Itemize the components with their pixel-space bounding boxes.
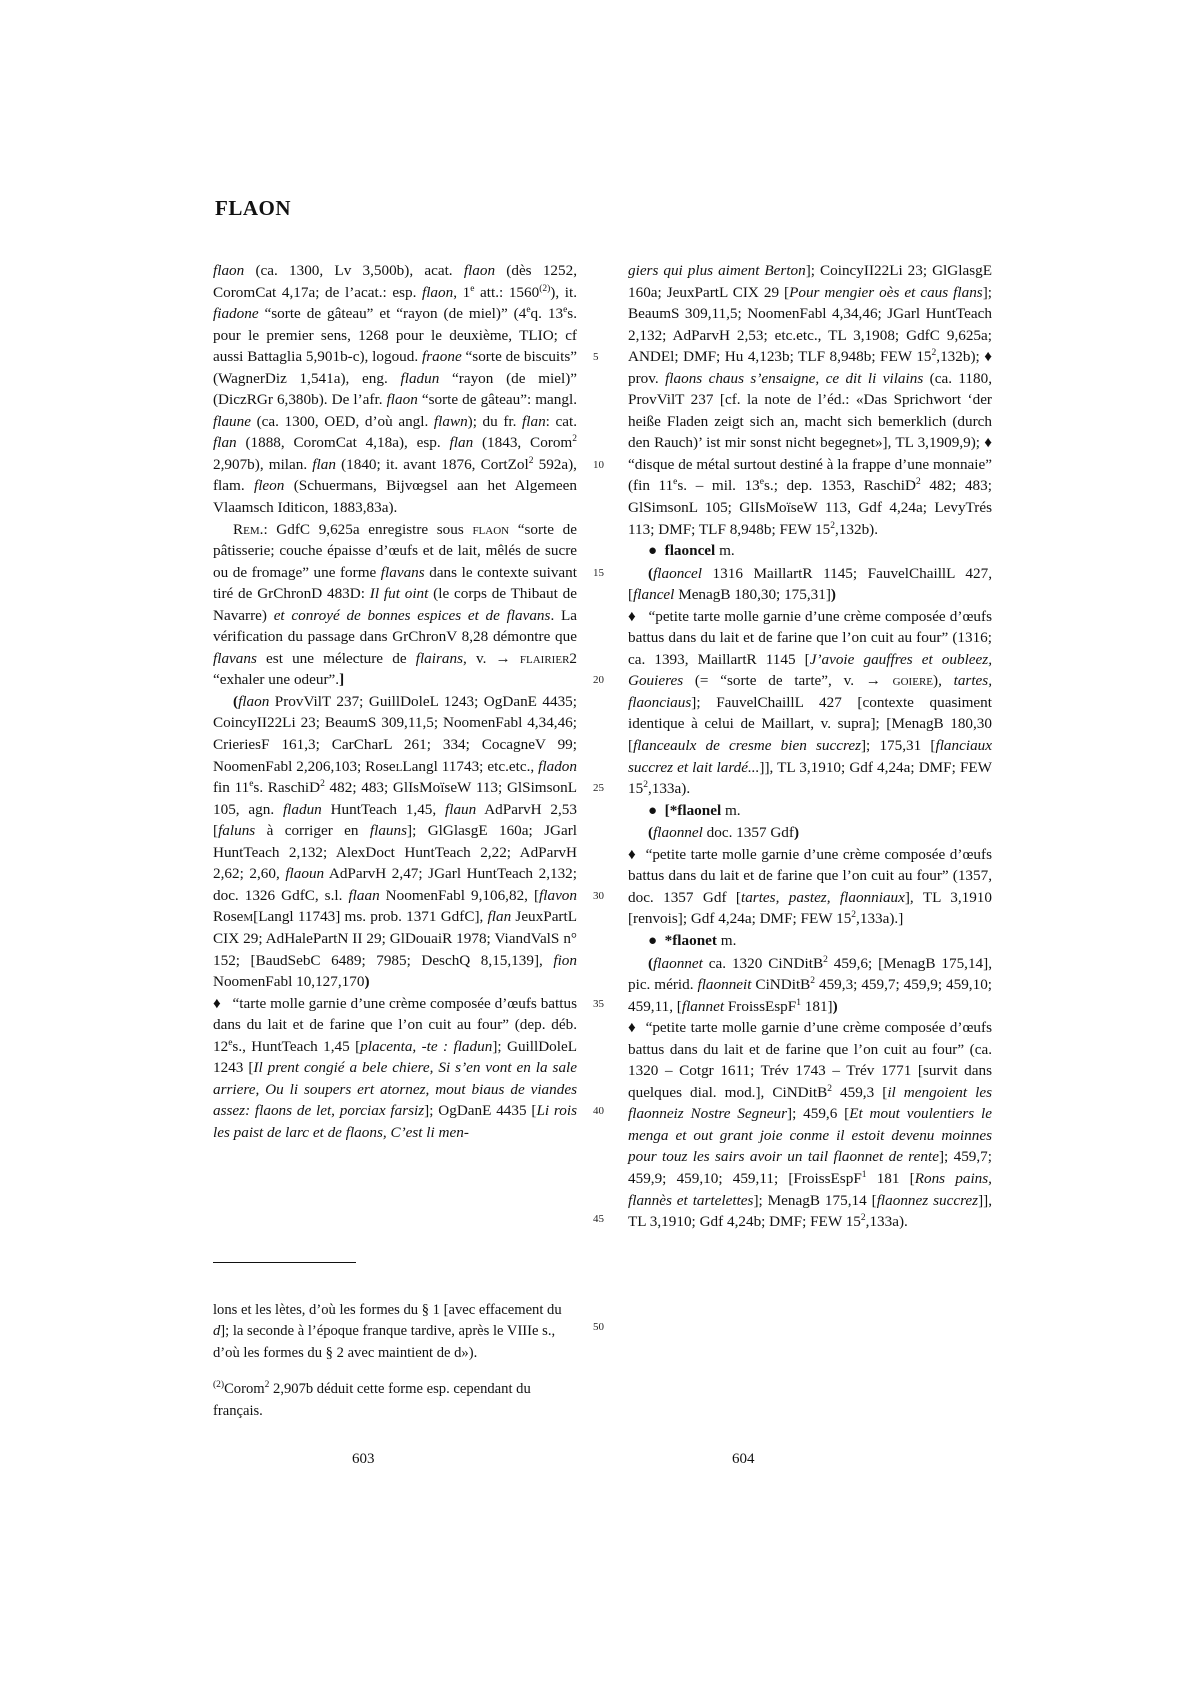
line-number: 25 <box>593 782 604 795</box>
footnote-rule <box>213 1262 356 1263</box>
paragraph: Rem.: GdfC 9,625a enregistre sous flaon “sorte de pâtisserie; couche épaisse d’œufs et de lait, mêlés de sucre ou de fromage” une forme flavans dans le contexte suivant tiré de GrChronD 483D: Il fut oint (le corps de Thibaut de Navarre) et conroyé de bonnes espices et de flavans. La vérification du passage dans GrChronV 8,28 démontre que flavans est une mélecture de flairans, v. → flairier2 “exhaler une odeur”.] <box>213 520 577 689</box>
line-number: 50 <box>593 1320 604 1333</box>
line-number: 45 <box>593 1213 604 1226</box>
paragraph: ● *flaonet m. <box>648 931 737 949</box>
paragraph: ♦ “petite tarte molle garnie d’une crème composée d’œufs battus dans du lait et de farine que l’on cuit au four” (ca. 1320 – Cotgr 1611; Trév 1743 – Trév 1771 [survit dans quelques dial. mod.], CiNDitB$^2$ 459,3 [il mengoient les flaonneiz Nostre Segneur]; 459,6 [Et mout voulentiers le menga et out grant joie conme il estoit devenu moinnes pour touz les sairs avoir un tail flaonnet de rente]; 459,7; 459,9; 459,10; 459,11; [FroissEspF$^1$ 181 [Rons pains, flannès et tartelettes]; MenagB 175,14 [flaonnez succrez]], TL 3,1910; Gdf 4,24b; DMF; FEW $15^2,133a$). <box>628 1019 992 1231</box>
right-column <box>628 260 992 1233</box>
paragraph: (flaon ProvVilT 237; GuillDoleL 1243; OgDanE 4435; CoincyII22Li 23; BeaumS 309,11,5; NoomenFabl 4,34,46; CrieriesF 161,3; CarCharL 261; 334; CocagneV 99; NoomenFabl 2,206,103; RoselLangl 11743; etc.etc., fladon fin 11es. RaschiD$^2$ 482; 483; GlIsMoïseW 113; GlSimsonL 105, agn. fladun HuntTeach 1,45, flaun AdParvH 2,53 [faluns à corriger en flauns]; GlGlasgE 160a; JGarl HuntTeach 2,132; AlexDoct HuntTeach 2,22; AdParvH 2,62; 2,60, flaoun AdParvH 2,47; JGarl HuntTeach 2,132; doc. 1326 GdfC, s.l. flaan NoomenFabl 9,106,82, [flavon Rosem[Langl 11743] ms. prob. 1371 GdfC], flan JeuxPartL CIX 29; AdHalePartN II 29; GlDouaiR 1978; ViandValS n° 152; [BaudSebC 6489; 7985; DeschQ 8,15,139], fion NoomenFabl 10,127,170) <box>213 692 578 991</box>
line-number: 5 <box>593 351 599 364</box>
page-number-left: 603 <box>352 1451 375 1467</box>
paragraph: (flaonnel doc. 1357 Gdf) <box>648 824 800 842</box>
line-number: 15 <box>593 566 604 579</box>
line-number: 20 <box>593 674 604 687</box>
paragraph: ● flaoncel m. <box>648 542 735 560</box>
page-number-right: 604 <box>732 1451 755 1467</box>
line-number: 40 <box>593 1105 604 1118</box>
paragraph: giers qui plus aiment Berton]; CoincyII22Li 23; GlGlasgE 160a; JeuxPartL CIX 29 [Pour mengier oès et caus flans]; BeaumS 309,11,5; NoomenFabl 4,34,46; JGarl HuntTeach 2,132; AdParvH 2,53; etc.etc., TL 3,1908; GdfC 9,625a; ANDEl; DMF; Hu 4,123b; TLF 8,948b; FEW $15^2,132b$); ♦ prov. flaons chaus s’ensaigne, ce dit li vilains (ca. 1180, ProvVilT 237 [cf. la note de l’éd.: «Das Sprichwort ‘der heiße Fladen zeigt sich an, macht sich bemerklich (durch den Rauch)’ ist mir sonst nicht begegnet»], TL 3,1909,9); ♦ “disque de métal surtout destiné à la frappe d’une monnaie” (fin 11es. – mil. 13es.; dep. 1353, RaschiD$^2$ 482; 483; GlSimsonL 105; GlIsMoïseW 113, Gdf 4,24a; LevyTrés 113; DMF; TLF 8,948b; FEW $15^2,132b$). <box>628 262 992 538</box>
paragraph: (flaonnet ca. 1320 CiNDitB$^2$ 459,6; [MenagB 175,14], pic. mérid. flaonneit CiNDitB$^2$ 459,3; 459,7; 459,9; 459,10; 459,11, [flannet FroissEspF$^1$ 181]) <box>628 954 993 1015</box>
paragraph: ● [*flaonel m. <box>648 801 741 819</box>
paragraph: ♦ “petite tarte molle garnie d’une crème composée d’œufs battus dans du lait et de farine que l’on cuit au four” (1316; ca. 1393, MaillartR 1145 [J’avoie gauffres et oubleez, Gouieres (= “sorte de tarte”, v. → goiere), tartes, flaonciaus]; FauvelChaillL 427 [contexte quasiment identique à celui de Maillart, v. supra]; [MenagB 180,30 [flanceaulx de cresme bien succrez]; 175,31 [flanciaux succrez et lait lardé...]], TL 3,1910; Gdf 4,24a; DMF; FEW $15^2,133a$). <box>628 607 993 798</box>
page-header-title: FLAON <box>215 196 291 220</box>
line-number: 35 <box>593 997 604 1010</box>
footnotes <box>213 1285 577 1437</box>
paragraph: ♦ “petite tarte molle garnie d’une crème composée d’œufs battus dans du lait et de farine que l’on cuit au four” (1357, doc. 1357 Gdf [tartes, pastez, flaonniaux], TL 3,1910 [renvois]; Gdf 4,24a; DMF; FEW $15^2,133a$).] <box>628 845 992 928</box>
footnote: lons et les lètes, d’où les formes du § 1 [avec effacement du d]; la seconde à l’époque franque tardive, après le VIIIe s., d’où les formes du § 2 avec maintient de d»). <box>213 1301 562 1361</box>
paragraph: flaon (ca. 1300, Lv 3,500b), acat. flaon (dès 1252, CoromCat 4,17a; de l’acat.: esp. flaon, 1e att.: 1560$^{(2)}$), it. fiadone “sorte de gâteau” et “rayon (de miel)” (4eq. 13es. pour le premier sens, 1268 pour le deuxième, TLIO; cf aussi Battaglia 5,901b-c), logoud. fraone “sorte de biscuits” (WagnerDiz 1,541a), eng. fladun “rayon (de miel)” (DiczRGr 6,380b). De l’afr. flaon “sorte de gâteau”: mangl. flaune (ca. 1300, OED, d’où angl. flawn); du fr. flan: cat. flan (1888, CoromCat 4,18a), esp. flan (1843, Corom$^2$ 2,907b), milan. flan (1840; it. avant 1876, CortZol$^2$ 592a), flam. fleon (Schuermans, Bijvœgsel aan het Algemeen Vlaamsch Iditicon, 1883,83a). <box>213 262 578 517</box>
line-number: 30 <box>593 889 604 902</box>
left-column <box>213 260 577 1143</box>
paragraph: ♦ “tarte molle garnie d’une crème composée d’œufs battus dans du lait et de farine que l’on cuit au four” (dep. déb. 12es., HuntTeach 1,45 [placenta, -te : fladun]; GuillDoleL 1243 [Il prent congié a bele chiere, Si s’en vont en la sale arriere, Ou li soupers ert atornez, mout biaus de viandes assez: flaons de let, porciax farsiz]; OgDanE 4435 [Li rois les paist de larc et de flaons, C’est li men- <box>213 994 578 1141</box>
footnote: $^{(2)}$Corom$^2$ 2,907b déduit cette forme esp. cependant du français. <box>213 1380 531 1419</box>
paragraph: (flaoncel 1316 MaillartR 1145; FauvelChaillL 427, [flancel MenagB 180,30; 175,31]) <box>628 564 992 604</box>
line-number: 10 <box>593 458 604 471</box>
